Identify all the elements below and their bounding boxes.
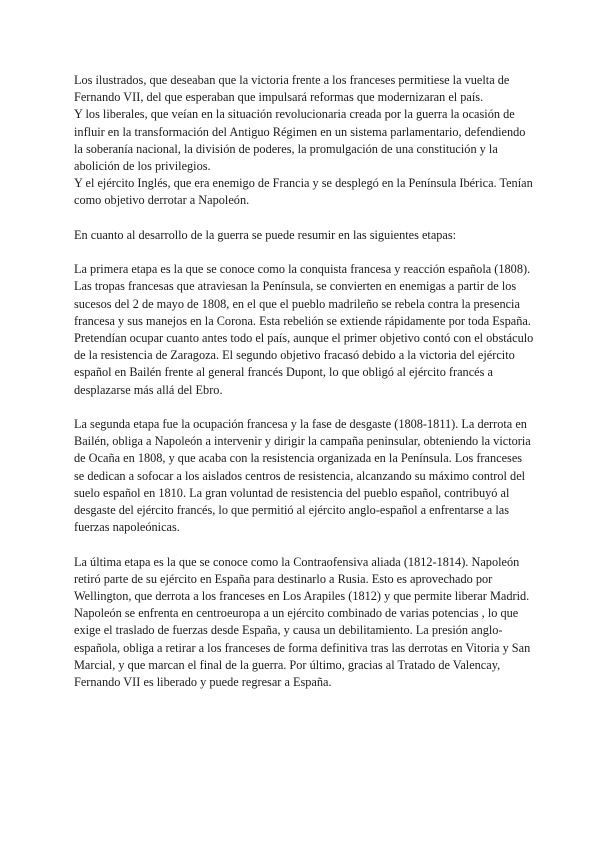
- intro-paragraph-ejercito-ingles: Y el ejército Inglés, que era enemigo de Francia y se desplegó en la Península Ibérica. Tenían como objetivo derrotar a Napoleón.: [74, 176, 533, 208]
- stage-3-paragraph: La última etapa es la que se conoce como la Contraofensiva aliada (1812-1814). Napoleón retiró parte de su ejército en España para destinarlo a Rusia. Esto es aprovechado por Wellington, que derrota a los franceses en Los Arapiles (1812) y que permite liberar Madrid. Napoleón se enfrenta en centroeuropa a un ejército combinado de varias potencias , lo que exige el traslado de fuerzas desde España, y causa un debilitamiento. La presión anglo-española, obliga a retirar a los franceses de forma definitiva tras las derrotas en Vitoria y San Marcial, y que marcan el final de la guerra. Por último, gracias al Tratado de Valencay, Fernando VII es liberado y puede regresar a España.: [74, 554, 531, 690]
- intro-block: [74, 72, 534, 210]
- stage-1-paragraph: La primera etapa es la que se conoce como la conquista francesa y reacción española (1808). Las tropas francesas que atraviesan la Península, se convierten en enemigas a partir de los sucesos del 2 de mayo de 1808, en el que el pueblo madrileño se rebela contra la presencia francesa y sus manejos en la Corona. Esta rebelión se extiende rápidamente por toda España. Pretendían ocupar cuanto antes todo el país, aunque el primer objetivo contó con el obstáculo de la resistencia de Zaragoza. El segundo objetivo fracasó debido a la victoria del ejército español en Bailén frente al general francés Dupont, lo que obligó al ejército francés a desplazarse más allá del Ebro.: [74, 262, 534, 397]
- stage-2-paragraph: La segunda etapa fue la ocupación francesa y la fase de desgaste (1808-1811). La derrota en Bailén, obliga a Napoleón a intervenir y dirigir la campaña peninsular, obteniendo la victoria de Ocaña en 1808, y que acaba con la resistencia organizada en la Península. Los franceses se dedican a sofocar a los aislados centros de resistencia, alcanzando su máximo control del suelo español en 1810. La gran voluntad de resistencia del pueblo español, contribuyó al desgaste del ejército francés, lo que permitió al ejército anglo-español a enfrentarse a las fuerzas napoleónicas.: [74, 417, 531, 535]
- paragraph-gap: [74, 536, 534, 553]
- intro-paragraph-liberales: Y los liberales, que veían en la situación revolucionaria creada por la guerra la ocasión de influir en la transformación del Antiguo Régimen en un sistema parlamentario, defendiendo la soberanía nacional, la división de poderes, la promulgación de una constitución y la abolición de los privilegios.: [74, 107, 526, 174]
- intro-paragraph-ilustrados: Los ilustrados, que deseaban que la victoria frente a los franceses permitiese la vuelta de Fernando VII, del que esperaban que impulsará reformas que modernizaran el país.: [74, 73, 510, 105]
- paragraph-gap: [74, 210, 534, 227]
- document-page: [74, 72, 534, 691]
- stages-intro-paragraph: En cuanto al desarrollo de la guerra se puede resumir en las siguientes etapas:: [74, 227, 457, 242]
- paragraph-gap: [74, 399, 534, 416]
- paragraph-gap: [74, 244, 534, 261]
